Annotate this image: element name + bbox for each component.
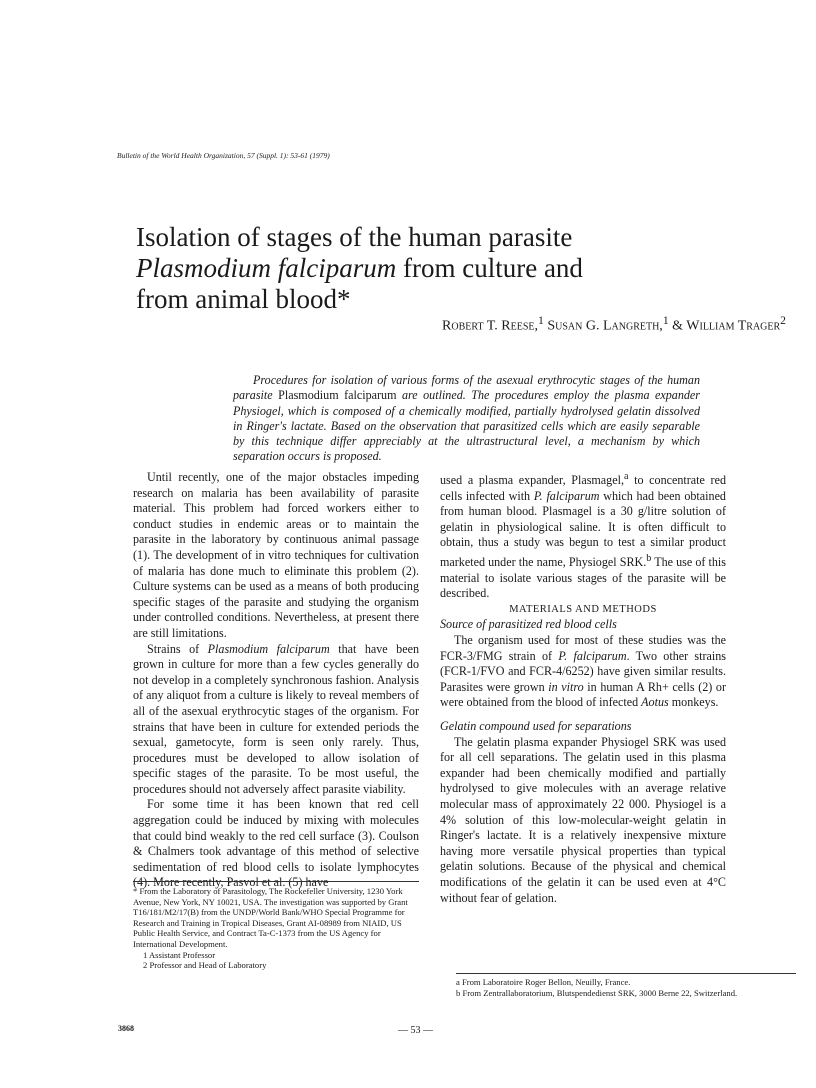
text-run: The use of this material to isolate various stages of the parasite will be described. [440,555,726,601]
genus-name: Aotus [641,695,669,710]
text-run: used a plasma expander, Plasmagel, [440,473,624,488]
text-run: monkeys. [668,695,719,710]
footnote: b From Zentrallaboratorium, Blutspendedienst SRK, 3000 Berne 22, Switzerland. [456,987,738,998]
footnote: 2 Professor and Head of Laboratory [143,960,267,971]
species-name: P. falciparum [533,488,600,503]
subsection-heading: Gelatin compound used for separations [440,718,632,733]
footnote: 1 Assistant Professor [143,949,216,960]
latin-term: in vitro [548,679,584,694]
abstract-part-2: are outlined. The procedures employ the plasma expander Physiogel, which is composed of a chemically modified, partially hydrolysed gelatin dissolved in Ringer's lactate. Based on the observation that parasitized cells which are easily separable by this technique differ appreciably at the ultrastructural level, a mechanism by which separation occurs is proposed. [233,388,700,464]
affiliation-mark: 2 [780,314,786,327]
text-run: in human A Rh+ cells (2) or were obtained from the blood of infected [440,679,726,710]
abstract-part-1: Procedures for isolation of various forms of the asexual erythrocytic stages of the human parasite [233,373,700,403]
left-column [133,470,419,891]
author-list [316,314,786,335]
title-line-3: from animal blood* [136,284,351,314]
footnote-mark: b [646,553,652,564]
abstract-species: Plasmodium falciparum [278,388,397,403]
paragraph: The gelatin plasma expander Physiogel SRK was used for all cell separations. The gelatin used in this plasma expander had been chemically modified and partially hydrolysed to give molecules with an average relative molecular mass of approximately 22 000. Physiogel is a 4% solution of this low-molecular-weight gelatin in Ringer's lactate. It is a relatively inexpensive mixture having more versatile physical properties than typical gelatin solutions. Because of the physical and chemical modifications of the gelatin it can be used even at 4°C without fear of gelation. [440,734,726,905]
title-line-1: Isolation of stages of the human parasite [136,222,573,252]
footnote: a From Laboratoire Roger Bellon, Neuilly, France. [456,977,631,987]
author-name: Robert T. Reese, [442,318,539,334]
paragraph: For some time it has been known that red cell aggregation could be induced by mixing with molecules that could bind weakly to the red cell surface (3). Coulson & Chalmers took advantage of this method of selective sedimentation of red blood cells to isolate lymphocytes (4). More recently, Pasvol et al. (5) have [133,797,419,890]
paragraph [133,642,419,798]
species-name: P. falciparum [558,648,627,663]
paragraph [440,633,726,711]
section-heading: MATERIALS AND METHODS [509,603,657,615]
text-run: . Two other strains (FCR-1/FVO and FCR-4/6252) have given similar results. Parasites were grown [440,648,727,694]
text-run: to concentrate red cells infected with [440,473,726,503]
journal-citation: Bulletin of the World Health Organization, 57 (Suppl. 1): 53-61 (1979) [117,151,330,160]
text-run: which had been obtained from human blood. Plasmagel is a 30 g/litre solution of gelatin in physiological saline. It is often difficult to obtain, thus a study was begun to test a similar product marketed under the name, Physiogel SRK. [440,488,726,570]
affiliation-mark: 1 [662,314,669,327]
title-line-2: from culture and [396,253,583,283]
abstract [233,373,700,465]
text-run: Strains of [147,641,208,656]
species-name: Plasmodium falciparum [207,641,330,656]
paragraph [440,469,726,602]
footnote-mark: a [623,471,629,482]
text-run: The organism used for most of these studies was the FCR-3/FMG strain of [440,633,726,663]
right-column [440,469,726,906]
footnotes-left [133,881,419,971]
article-title [136,222,736,315]
author-name: & William Trager [672,318,781,334]
page-number: — 53 — [398,1025,433,1036]
page-code: 3868 [118,1024,134,1033]
subsection-heading: Source of parasitized red blood cells [440,617,617,632]
paragraph: Until recently, one of the major obstacles impeding research on malaria has been availability of parasite material. This problem had forced workers either to conduct studies in endemic areas or to maintain the parasite in the laboratory by continuous animal passage (1). The development of in vitro techniques for cultivation of malaria has done much to eliminate this problem (2). Culture systems can be used as a means of both producing specific stages of the parasite and studying the organism under controlled conditions. Nevertheless, at present there are still limitations. [133,470,419,640]
footnote: * From the Laboratory of Parasitology, The Rockefeller University, 1230 York Avenue, New York, NY 10021, USA. The investigation was supported by Grant T16/181/M2/17(B) from the UNDP/World Bank/WHO Special Programme for Research and Training in Tropical Diseases, Grant AI-08989 from NIAID, US Public Health Service, and Contract Ta-C-1373 from the US Agency for International Development. [133,886,408,949]
footnotes-right [456,973,796,998]
title-species: Plasmodium falciparum [136,253,397,283]
text-run: that have been grown in culture for more than a few cycles generally do not develop in a completely synchronous fashion. Analysis of any aliquot from a culture is likely to reveal members of all of the asexual erythrocytic stages of the organism. For strains that have been in culture for extended periods the sexual, gametocyte, form is seen only rarely. Thus, procedures must be developed to allow isolation of specific stages of the parasite. To be most useful, the procedures should not adversely affect parasite viability. [133,641,419,796]
affiliation-mark: 1 [538,314,544,327]
author-name: Susan G. Langreth, [547,318,663,334]
